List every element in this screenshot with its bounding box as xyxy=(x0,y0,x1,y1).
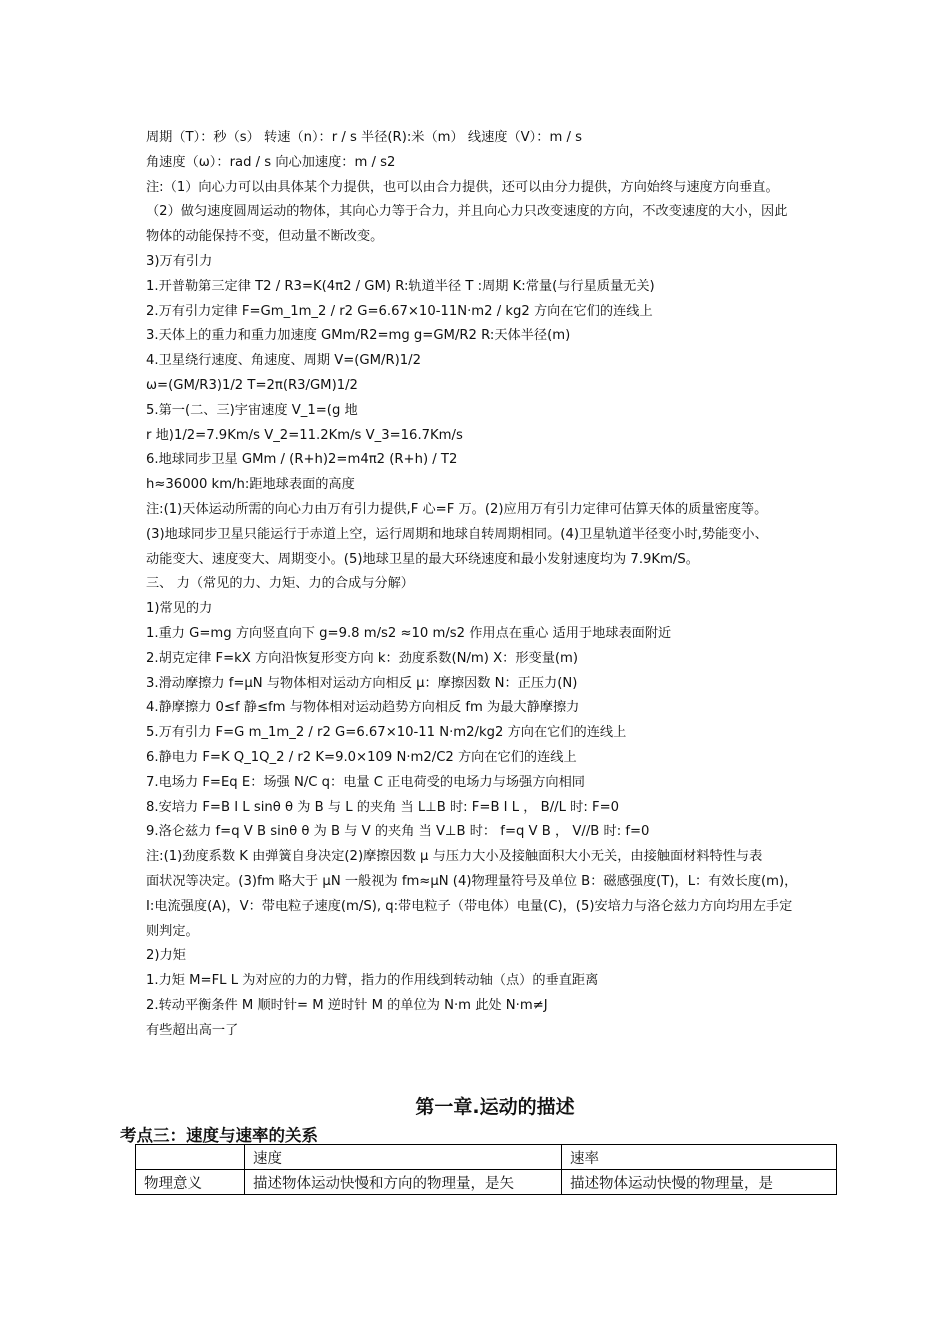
text-line: 注:（1）向心力可以由具体某个力提供，也可以由合力提供，还可以由分力提供，方向始终与速度方向垂直。 xyxy=(146,179,779,195)
text-line: 1.开普勒第三定律 T2 / R3=K(4π2 / GM) R:轨道半径 T :周期 K:常量(与行星质量无关) xyxy=(146,278,655,294)
text-line: 物体的动能保持不变，但动量不断改变。 xyxy=(146,229,384,245)
text-line: 6.地球同步卫星 GMm / (R+h)2=m4π2 (R+h) / T2 xyxy=(146,452,458,468)
text-line: 周期（T）：秒（s） 转速（n）：r / s 半径(R):米（m） 线速度（V）：m / s xyxy=(146,130,582,145)
table-header-velocity: 速度 xyxy=(245,1145,562,1170)
text-line: 1.重力 G=mg 方向竖直向下 g=9.8 m/s2 ≈10 m/s2 作用点在重心 适用于地球表面附近 xyxy=(146,625,672,641)
text-line: 4.卫星绕行速度、角速度、周期 V=(GM/R)1/2 xyxy=(146,353,421,369)
text-line: 6.静电力 F=K Q_1Q_2 / r2 K=9.0×109 N·m2/C2 方向在它们的连线上 xyxy=(146,749,577,765)
text-line: 面状况等决定。(3)fm 略大于 μN 一般视为 fm≈μN (4)物理量符号及单位 B：磁感强度(T)，L：有效长度(m)， xyxy=(146,873,798,889)
text-line: 有些超出高一了 xyxy=(146,1022,239,1038)
text-line: h≈36000 km/h:距地球表面的高度 xyxy=(146,477,355,493)
text-line: 1)常见的力 xyxy=(146,601,213,617)
text-line: 5.第一(二、三)宇宙速度 V_1=(g 地 xyxy=(146,402,358,418)
text-line: r 地)1/2=7.9Km/s V_2=11.2Km/s V_3=16.7Km/s xyxy=(146,427,463,443)
chapter-title: 第一章.运动的描述 xyxy=(415,1096,575,1118)
text-line: I:电流强度(A)，V：带电粒子速度(m/S), q:带电粒子（带电体）电量(C)，(5)安培力与洛仑兹力方向均用左手定 xyxy=(146,898,793,914)
body-text xyxy=(146,126,816,1043)
text-line: (3)地球同步卫星只能运行于赤道上空，运行周期和地球自转周期相同。(4)卫星轨道半径变小时,势能变小、 xyxy=(146,526,768,542)
text-line: 注:(1)劲度系数 K 由弹簧自身决定(2)摩擦因数 μ 与压力大小及接触面积大小无关，由接触面材料特性与表 xyxy=(146,849,763,865)
text-line: 角速度（ω）：rad / s 向心加速度：m / s2 xyxy=(146,154,396,170)
comparison-table xyxy=(135,1144,837,1195)
text-line: 注:(1)天体运动所需的向心力由万有引力提供,F 心=F 万。(2)应用万有引力定律可估算天体的质量密度等。 xyxy=(146,501,768,517)
table-header-speed: 速率 xyxy=(562,1145,837,1170)
row-label: 物理意义 xyxy=(136,1170,245,1195)
text-line: 3.滑动摩擦力 f=μN 与物体相对运动方向相反 μ：摩擦因数 N：正压力(N) xyxy=(146,675,578,691)
text-line: ω=(GM/R3)1/2 T=2π(R3/GM)1/2 xyxy=(146,377,358,393)
text-line: 8.安培力 F=B I L sinθ θ 为 B 与 L 的夹角 当 L⊥B 时: F=B I L ， B//L 时: F=0 xyxy=(146,799,620,815)
text-line: 2.胡克定律 F=kX 方向沿恢复形变方向 k：劲度系数(N/m) X：形变量(m) xyxy=(146,650,579,666)
table-cell: 描述物体运动快慢和方向的物理量，是矢 xyxy=(245,1170,562,1195)
text-line: 三、 力（常见的力、力矩、力的合成与分解） xyxy=(146,576,414,592)
text-line: 则判定。 xyxy=(146,923,199,939)
table-header-row xyxy=(136,1145,837,1170)
table-cell: 描述物体运动快慢的物理量，是 xyxy=(562,1170,837,1195)
section-heading: 考点三：速度与速率的关系 xyxy=(120,1126,318,1145)
text-line: 4.静摩擦力 0≤f 静≤fm 与物体相对运动趋势方向相反 fm 为最大静摩擦力 xyxy=(146,700,580,716)
text-line: 7.电场力 F=Eq E：场强 N/C q：电量 C 正电荷受的电场力与场强方向相同 xyxy=(146,774,585,790)
text-line: 9.洛仑兹力 f=q V B sinθ θ 为 B 与 V 的夹角 当 V⊥B 时： f=q V B ， V//B 时: f=0 xyxy=(146,824,650,840)
table-row xyxy=(136,1170,837,1195)
text-line: 3.天体上的重力和重力加速度 GMm/R2=mg g=GM/R2 R:天体半径(m) xyxy=(146,328,571,344)
text-line: 5.万有引力 F=G m_1m_2 / r2 G=6.67×10-11 N·m2/kg2 方向在它们的连线上 xyxy=(146,725,627,741)
text-line: （2）做匀速度圆周运动的物体，其向心力等于合力，并且向心力只改变速度的方向，不改变速度的大小，因此 xyxy=(146,204,788,220)
text-line: 2)力矩 xyxy=(146,948,186,964)
text-line: 动能变大、速度变大、周期变小。(5)地球卫星的最大环绕速度和最小发射速度均为 7.9Km/S。 xyxy=(146,551,699,567)
table-cell xyxy=(136,1145,245,1170)
text-line: 3)万有引力 xyxy=(146,253,213,269)
text-line: 2.转动平衡条件 M 顺时针= M 逆时针 M 的单位为 N·m 此处 N·m≠J xyxy=(146,997,548,1013)
text-line: 1.力矩 M=FL L 为对应的力的力臂，指力的作用线到转动轴（点）的垂直距离 xyxy=(146,973,599,989)
text-line: 2.万有引力定律 F=Gm_1m_2 / r2 G=6.67×10-11N·m2 / kg2 方向在它们的连线上 xyxy=(146,303,653,319)
